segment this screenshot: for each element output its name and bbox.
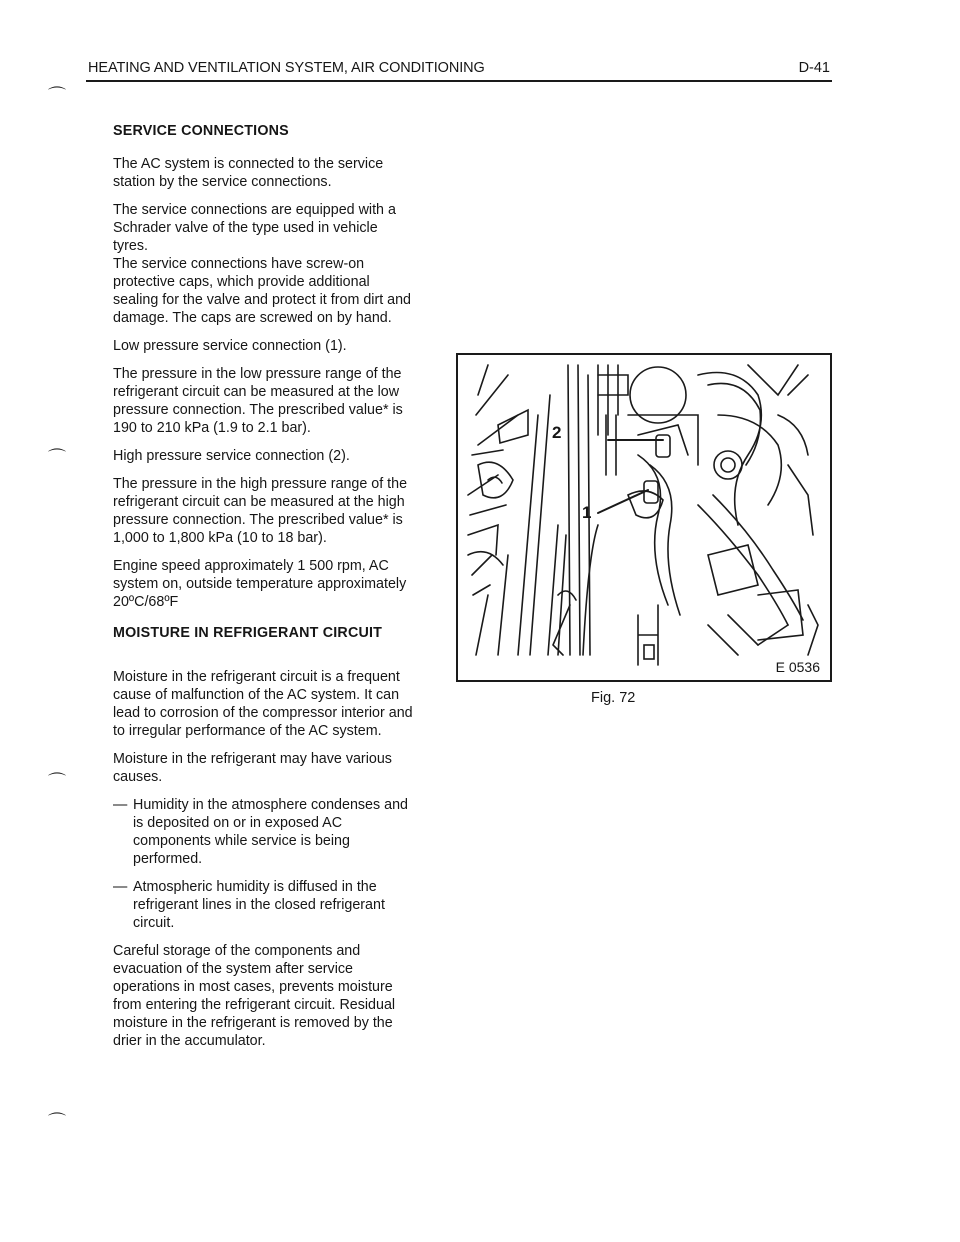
scan-mark: ⌒ bbox=[48, 1112, 66, 1133]
header-title: HEATING AND VENTILATION SYSTEM, AIR CONDITIONING bbox=[88, 60, 485, 76]
page-number: D-41 bbox=[798, 60, 830, 76]
callout-label: 2 bbox=[552, 423, 562, 442]
paragraph: High pressure service connection (2). bbox=[113, 448, 350, 464]
paragraph: Moisture in the refrigerant may have various causes. bbox=[113, 751, 392, 785]
paragraph: The service connections have screw-on protective caps, which provide additional sealing for the valve and protect it from dirt and damage. The caps are screwed on by hand. bbox=[113, 256, 412, 326]
paragraph: Engine speed approximately 1 500 rpm, AC system on, outside temperature approximately 20ºC/68ºF bbox=[113, 558, 407, 610]
paragraph: Low pressure service connection (1). bbox=[113, 338, 347, 354]
section-body bbox=[113, 155, 413, 621]
section-body bbox=[113, 668, 413, 1060]
paragraph: Careful storage of the components and evacuation of the system after service operations in most cases, prevents moisture from entering the refrigerant circuit. Residual moisture in the refrigerant is removed by the drier in the accumulator. bbox=[113, 943, 396, 1049]
section-heading: MOISTURE IN REFRIGERANT CIRCUIT bbox=[113, 625, 383, 641]
list-item-text: Humidity in the atmosphere condenses and is deposited on or in exposed AC components while service is being performed. bbox=[133, 797, 408, 867]
figure-illustration bbox=[456, 353, 832, 682]
scan-mark: ⌒ bbox=[48, 772, 66, 793]
paragraph: The pressure in the high pressure range of the refrigerant circuit can be measured at the high pressure connection. The prescribed value* is 1,000 to 1,800 kPa (10 to 18 bar). bbox=[113, 476, 408, 546]
list-marker: — bbox=[113, 797, 128, 813]
paragraph: The service connections are equipped with a Schrader valve of the type used in vehicle tyres. bbox=[113, 202, 396, 254]
figure-code: E 0536 bbox=[775, 659, 820, 675]
paragraph: The AC system is connected to the service station by the service connections. bbox=[113, 156, 384, 190]
page-header bbox=[86, 58, 832, 82]
list-item bbox=[113, 878, 413, 932]
list-marker: — bbox=[113, 879, 128, 895]
scan-mark: ⌒ bbox=[48, 86, 66, 107]
section-heading: SERVICE CONNECTIONS bbox=[113, 123, 289, 139]
paragraph: Moisture in the refrigerant circuit is a frequent cause of malfunction of the AC system. It can lead to corrosion of the compressor interior and to irregular performance of the AC system. bbox=[113, 669, 413, 739]
scan-mark: ⌒ bbox=[48, 448, 66, 469]
callout-label: 1 bbox=[582, 503, 592, 522]
list-item bbox=[113, 796, 413, 868]
figure-caption: Fig. 72 bbox=[591, 690, 636, 706]
list-item-text: Atmospheric humidity is diffused in the refrigerant lines in the closed refrigerant circuit. bbox=[133, 879, 385, 931]
engine-bay-drawing bbox=[458, 355, 830, 680]
paragraph: The pressure in the low pressure range of the refrigerant circuit can be measured at the low pressure connection. The prescribed value* is 190 to 210 kPa (1.9 to 2.1 bar). bbox=[113, 366, 403, 436]
